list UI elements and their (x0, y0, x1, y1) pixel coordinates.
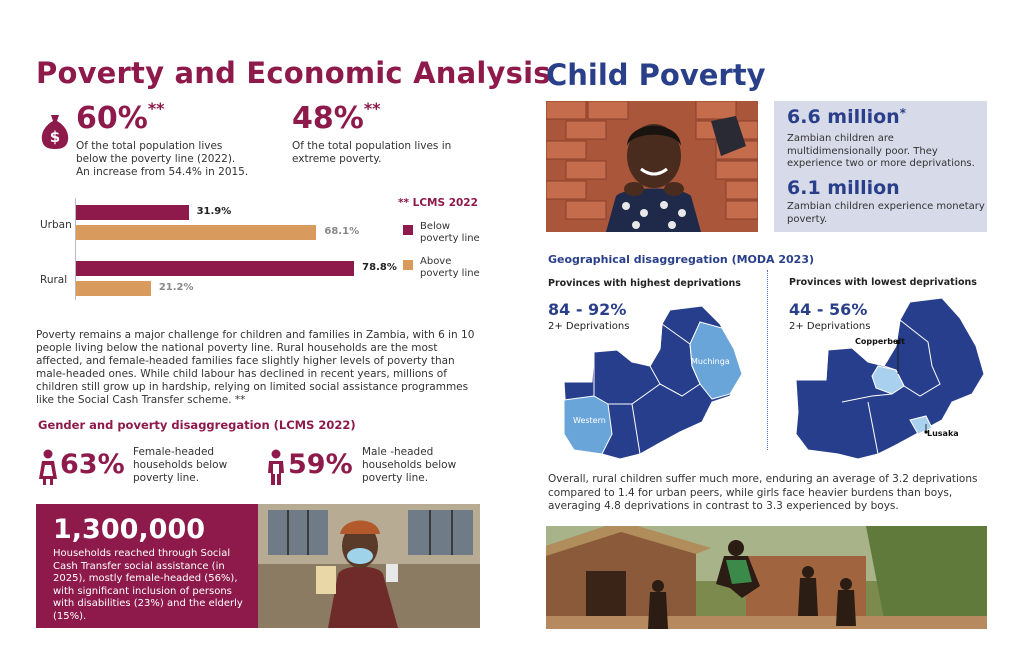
legend-label-above: Above poverty line (420, 256, 480, 279)
map-label-lusaka: Lusaka (927, 429, 959, 438)
tick-label-urban: Urban (40, 219, 72, 231)
tick-label-rural: Rural (40, 274, 68, 286)
multidimensional-poor-description: Zambian children are multidimensionally poor. They experience two or more deprivations. (787, 133, 975, 169)
lowest-deprivations-range: 44 - 56% (789, 300, 868, 319)
map-lowest-deprivations (792, 296, 992, 460)
stat-48-description: Of the total population lives in extreme poverty. (292, 140, 452, 165)
stat-60-percent: 60%** (76, 99, 165, 136)
page-title-right: Child Poverty (546, 58, 766, 92)
legend-label-below: Below poverty line (420, 221, 480, 244)
legend-swatch-below (403, 225, 413, 235)
cash-transfer-count: 1,300,000 (53, 514, 206, 545)
female-person-icon (38, 449, 58, 485)
map-divider (767, 270, 768, 450)
data-label-rural-below: 78.8% (362, 262, 397, 273)
female-description: Female-headed households below poverty line. (133, 446, 228, 484)
photo-smiling-girl (546, 101, 758, 232)
multidimensional-poor-count: 6.6 million* (787, 106, 906, 128)
bar-urban-below (76, 205, 189, 220)
highest-deprivations-heading: Provinces with highest deprivations (548, 278, 741, 289)
map-label-muchinga: Muchinga (691, 357, 730, 366)
bar-rural-above (76, 281, 151, 296)
highest-deprivations-range: 84 - 92% (548, 300, 627, 319)
photo-woman-with-cash (258, 504, 480, 628)
monetary-poor-description: Zambian children experience monetary poverty. (787, 201, 985, 225)
gender-section-title: Gender and poverty disaggregation (LCMS 2022) (38, 418, 356, 432)
svg-text:$: $ (49, 128, 61, 146)
data-label-urban-below: 31.9% (196, 206, 232, 217)
photo-children-playing (546, 526, 987, 629)
overall-paragraph: Overall, rural children suffer much more, enduring an average of 3.2 deprivations compared to 1.4 for urban peers, while girls face heavier burdens than boys, averaging 4.8 deprivations in contrast to 3.3 experienced by boys. (548, 473, 978, 512)
data-label-rural-above: 21.2% (158, 282, 194, 293)
bar-rural-below (76, 261, 354, 276)
map-label-copperbelt: Copperbelt (855, 337, 905, 346)
geo-section-title: Geographical disaggregation (MODA 2023) (548, 253, 815, 266)
map-highest-deprivations (562, 304, 762, 460)
lowest-deprivations-heading: Provinces with lowest deprivations (789, 277, 977, 288)
stat-60-description: Of the total population lives below the poverty line (2022). An increase from 54.4% in 2015. (76, 140, 249, 178)
female-percent: 63% (60, 449, 125, 480)
male-percent: 59% (288, 449, 353, 480)
legend-title: ** LCMS 2022 (398, 197, 478, 209)
data-label-urban-above: 68.1% (324, 226, 360, 237)
bar-urban-above (76, 225, 316, 240)
poverty-paragraph: Poverty remains a major challenge for children and families in Zambia, with 6 in 10 people living below the national poverty line. Rural households are the most affected, and female-headed families face slightly higher levels of poverty than male-headed ones. While child labour has declined in recent years, millions of children still grow up in hardship, relying on limited social assistance programmes like the Social Cash Transfer scheme. ** (36, 329, 475, 406)
money-bag-icon (40, 112, 70, 150)
male-description: Male -headed households below poverty line. (362, 446, 457, 484)
male-person-icon (266, 449, 286, 485)
legend-swatch-above (403, 260, 413, 270)
stat-48-percent: 48%** (292, 99, 381, 136)
monetary-poor-count: 6.1 million (787, 177, 900, 199)
cash-transfer-description: Households reached through Social Cash Transfer social assistance (in 2025), mostly female-headed (56%), with significant inclusion of persons with disabilities (23%) and the elderly (15%). (53, 548, 243, 622)
lowest-deprivations-label: 2+ Deprivations (789, 321, 871, 332)
map-label-western: Western (573, 416, 606, 425)
highest-deprivations-label: 2+ Deprivations (548, 321, 630, 332)
page-title-left: Poverty and Economic Analysis (36, 56, 551, 90)
